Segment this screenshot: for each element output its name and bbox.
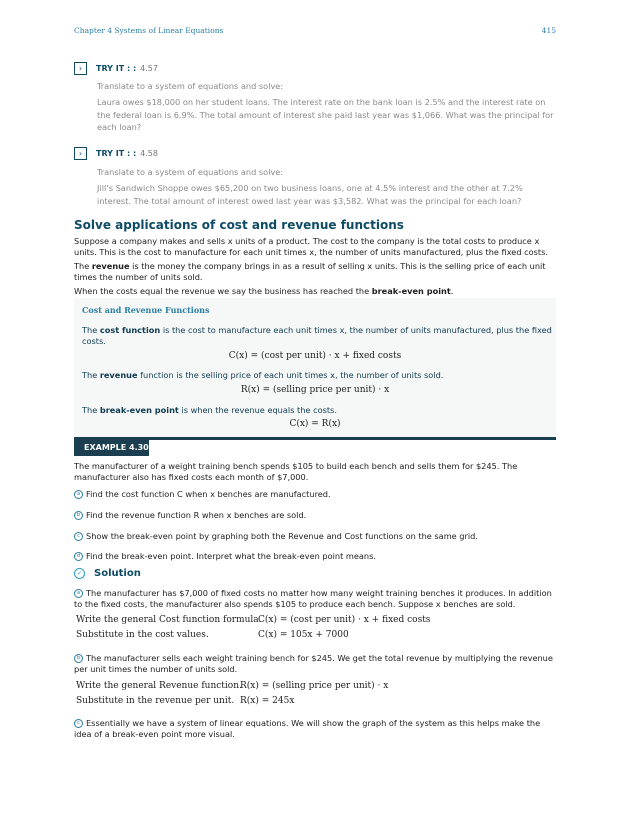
try-it-label: TRY IT : : [96, 64, 137, 73]
step-equation: R(x) = 245x [240, 696, 295, 706]
step-label: Write the general Cost function formula. [76, 615, 262, 625]
part-marker-icon: b [74, 511, 83, 520]
cost-equation: C(x) = (cost per unit) · x + fixed costs [228, 351, 402, 361]
try-it-label: TRY IT : : [96, 149, 137, 158]
step-label: Write the general Revenue function. [76, 681, 242, 691]
feature-cost-text: The cost function is the cost to manufacture each unit times x, the number of units manufactured, plus the fixed costs. [82, 325, 552, 346]
feature-title: Cost and Revenue Functions [82, 305, 210, 315]
solution-part-b: b The manufacturer sells each weight training bench for $245. We get the total revenue by multiplying the revenue per unit times the number of units sold. [74, 653, 553, 674]
solution-heading [74, 568, 141, 579]
feature-revenue-text: The revenue function is the selling price of each unit times x, the number of units sold. [82, 370, 444, 380]
section-title: Solve applications of cost and revenue functions [74, 218, 404, 232]
part-marker-icon: a [74, 589, 83, 598]
try-it-heading [74, 61, 158, 76]
chapter-header: Chapter 4 Systems of Linear Equations [74, 26, 224, 35]
step-equation: R(x) = (selling price per unit) · x [240, 681, 389, 691]
try-it-number: 4.58 [140, 149, 158, 158]
step-label: Substitute in the cost values. [76, 630, 209, 640]
example-part-d: d Find the break-even point. Interpret what the break-even point means. [74, 551, 556, 562]
solution-part-a: a The manufacturer has $7,000 of fixed costs no matter how many weight training benches it produces. In addition to the fixed costs, the manufacturer also spends $105 to produce each bench. Suppose x benches are sold. [74, 588, 552, 609]
chevron-right-icon[interactable]: › [74, 147, 87, 160]
chevron-right-icon[interactable]: › [74, 62, 87, 75]
part-marker-icon: d [74, 552, 83, 561]
part-marker-icon: b [74, 654, 83, 663]
break-even-equation: C(x) = R(x) [289, 419, 341, 429]
page-number: 415 [541, 26, 556, 35]
solution-part-c: c Essentially we have a system of linear equations. We will show the graph of the system as this helps make the idea of a break-even point more visual. [74, 718, 541, 739]
example-part-b: b Find the revenue function R when x benches are sold. [74, 510, 556, 521]
try-it-problem: Laura owes $18,000 on her student loans. The interest rate on the bank loan is 2.5% and the interest rate on the federal loan is 6.9%. The total amount of interest she paid last year was $1,066. What was the principal for each loan? [97, 97, 554, 132]
part-marker-icon: c [74, 719, 83, 728]
check-icon: ✓ [74, 568, 85, 579]
part-marker-icon: a [74, 490, 83, 499]
revenue-equation: R(x) = (selling price per unit) · x [240, 385, 390, 395]
step-equation: C(x) = 105x + 7000 [258, 630, 349, 640]
example-label: EXAMPLE 4.30 [74, 439, 149, 456]
section-paragraph: Suppose a company makes and sells x units of a product. The cost to the company is the total costs to produce x units. This is the cost to manufacture for each unit times x, the number of units manufactured, plus the fixed costs. [74, 236, 548, 257]
try-it-heading [74, 146, 158, 161]
try-it-problem: Jill’s Sandwich Shoppe owes $65,200 on two business loans, one at 4.5% interest and the other at 7.2% interest. The total amount of interest owed last year was $3,582. What was the principal for each loan? [97, 183, 523, 206]
section-paragraph: When the costs equal the revenue we say the business has reached the break-even point. [74, 286, 454, 296]
solution-title: Solution [94, 568, 141, 579]
step-equation: C(x) = (cost per unit) · x + fixed costs [258, 615, 431, 625]
step-label: Substitute in the revenue per unit. [76, 696, 235, 706]
example-part-c: c Show the break-even point by graphing both the Revenue and Cost functions on the same grid. [74, 531, 556, 542]
part-marker-icon: c [74, 532, 83, 541]
example-intro: The manufacturer of a weight training bench spends $105 to build each bench and sells them for $245. The manufacturer also has fixed costs each month of $7,000. [74, 461, 518, 482]
try-it-instruction: Translate to a system of equations and solve: [97, 167, 284, 177]
example-part-a: a Find the cost function C when x benches are manufactured. [74, 489, 556, 500]
try-it-instruction: Translate to a system of equations and solve: [97, 81, 284, 91]
section-paragraph: The revenue is the money the company brings in as a result of selling x units. This is the selling price of each unit times the number of units sold. [74, 261, 546, 282]
feature-break-even-text: The break-even point is when the revenue equals the costs. [82, 405, 337, 415]
try-it-number: 4.57 [140, 64, 158, 73]
